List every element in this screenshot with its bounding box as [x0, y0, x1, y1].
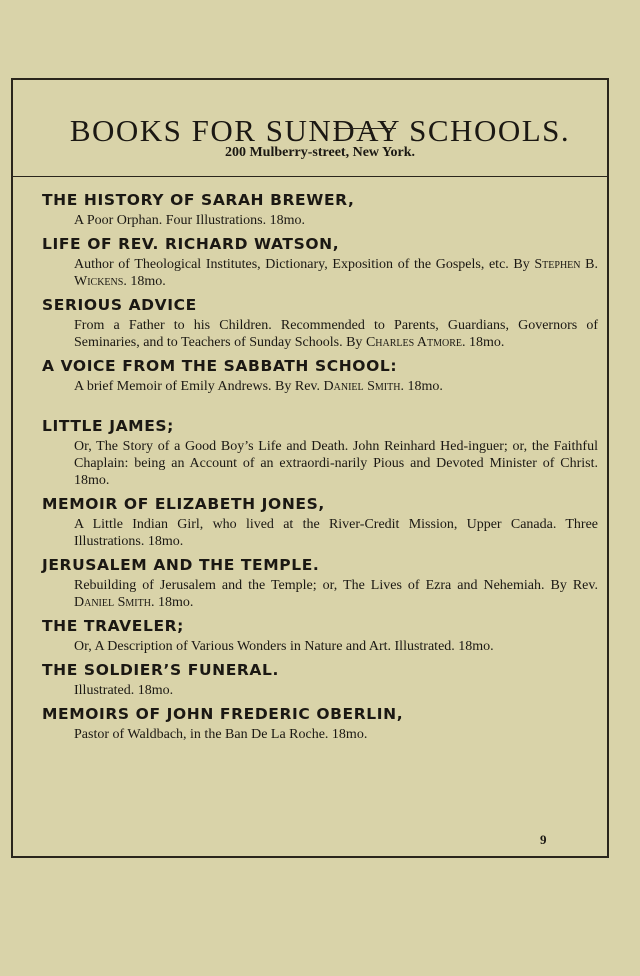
book-description: A Poor Orphan. Four Illustrations. 18mo.	[74, 213, 305, 228]
description-text: From a Father to his Children. Recommended to Parents, Guardians, Governors of Seminaries, and to Teachers of Sunday Schools. By	[74, 318, 598, 350]
book-list	[42, 188, 598, 746]
book-author: Stephen B. Wickens.	[74, 257, 598, 289]
book-title: SERIOUS ADVICE	[42, 296, 197, 314]
book-entry	[42, 658, 598, 699]
book-title: THE SOLDIER’S FUNERAL.	[42, 661, 279, 679]
book-title: A VOICE FROM THE SABBATH SCHOOL:	[42, 357, 398, 375]
book-title: MEMOIR OF ELIZABETH JONES,	[42, 495, 325, 513]
book-author: Daniel Smith.	[74, 595, 155, 610]
book-entry	[42, 702, 598, 743]
book-entry	[42, 188, 598, 229]
description-text: Rebuilding of Jerusalem and the Temple; or, The Lives of Ezra and Nehemiah. By Rev.	[74, 578, 598, 593]
book-entry	[42, 232, 598, 290]
book-description: Pastor of Waldbach, in the Ban De La Roche. 18mo.	[74, 727, 368, 742]
description-text: A brief Memoir of Emily Andrews. By Rev.	[74, 379, 324, 394]
page-title: BOOKS FOR SUNDAY SCHOOLS.	[69, 112, 571, 148]
header-divider	[13, 176, 607, 177]
book-description: Illustrated. 18mo.	[74, 683, 174, 698]
publisher-address: 200 Mulberry-street, New York.	[224, 145, 416, 160]
book-title: THE TRAVELER;	[42, 617, 184, 635]
description-format: 18mo.	[465, 335, 505, 350]
book-entry	[42, 553, 598, 611]
book-title: LITTLE JAMES;	[42, 417, 174, 435]
page-number: 9	[540, 832, 547, 847]
description-format: 18mo.	[154, 595, 194, 610]
book-entry	[42, 492, 598, 550]
book-author: Charles Atmore.	[365, 335, 466, 350]
book-description: Or, A Description of Various Wonders in Nature and Art. Illustrated. 18mo.	[74, 639, 494, 654]
book-title: JERUSALEM AND THE TEMPLE.	[42, 556, 320, 574]
book-description	[42, 577, 598, 611]
book-description: Or, The Story of a Good Boy’s Life and Death. John Reinhard Hed-inguer; or, the Faithful Chaplain: being an Account of an extraordi-narily Pious and Devoted Minister of Christ. 18mo.	[74, 439, 598, 488]
description-text: Author of Theological Institutes, Dictionary, Exposition of the Gospels, etc. By	[74, 257, 535, 272]
book-entry	[42, 354, 598, 395]
title-underline	[334, 128, 396, 129]
book-title: LIFE OF REV. RICHARD WATSON,	[42, 235, 340, 253]
book-description	[42, 256, 598, 290]
description-format: 18mo.	[126, 274, 166, 289]
book-title: THE HISTORY OF SARAH BREWER,	[42, 191, 355, 209]
book-entry	[42, 614, 598, 655]
book-description	[42, 317, 598, 351]
book-entry	[42, 293, 598, 351]
book-title: MEMOIRS OF JOHN FREDERIC OBERLIN,	[42, 705, 404, 723]
book-author: Daniel Smith.	[323, 379, 404, 394]
book-description: A Little Indian Girl, who lived at the River-Credit Mission, Upper Canada. Three Illustrations. 18mo.	[74, 517, 598, 549]
book-description	[42, 378, 598, 395]
book-entry	[42, 414, 598, 489]
description-format: 18mo.	[403, 379, 443, 394]
